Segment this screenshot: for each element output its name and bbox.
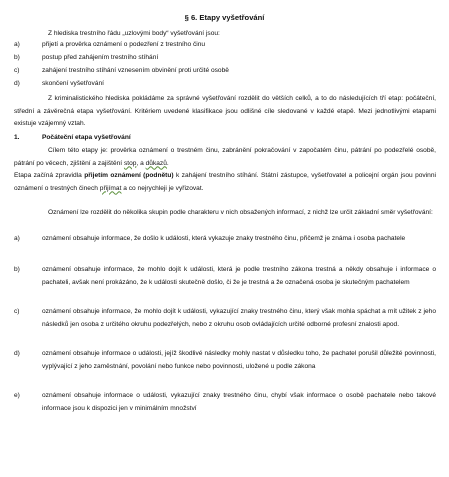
list-item-label: e) [14,392,20,399]
list-item-text: oznámení obsahuje informace o události, jejíž škodlivé následky mohly nastat v důsledku toho, že pachatel porušil důležité povinnosti, vyplývající z jeho zaměstnání, povolání nebo funkce nebo povinnosti, uložené u podle zákona [42,350,436,370]
list-item-text: skončení vyšetřování [42,80,104,87]
goal-paragraph [14,145,436,170]
list-item-text: oznámení obsahuje informace, že mohlo dojít k události, vykazující znaky trestného činu, který však mohla spáchat a mít užitek z jeho následků jen osoba z určitého okruhu podezřelých, nebo z okruhu osob ovládajících určité odborné profesní znalosti apod. [42,308,436,328]
list-item-text: oznámení obsahuje informace, že došlo k události, která vykazuje znaky trestného činu, přičemž je známa i osoba pachatele [42,235,406,242]
section-title: Počáteční etapa vyšetřování [42,134,131,141]
list-item-label: c) [14,308,20,315]
goal-text-marked-evidence: důkazů [145,159,167,167]
list-item-label: a) [14,235,20,242]
intro-paragraph: Z hlediska trestního řádu „uzlovými body“ vyšetřování jsou: [48,30,220,37]
list-item-label: c) [14,67,20,74]
list-item-text: oznámení obsahuje informace o události, vykazující znaky trestného činu, chybí však informace o osobě pachatele nebo takové informace jsou k dispozici jen v minimálním množství [42,392,436,412]
stage-text-end: a co nejrychleji je vyřizovat. [123,184,204,192]
goal-text-end: . [166,159,169,167]
section-number: 1. [14,134,20,141]
list-item-label: a) [14,41,20,48]
stage-paragraph [14,170,436,195]
stage-text-cont: k zahájení trestního stíhání. Státní zástupce, vyšetřovatel a policejní orgán jsou povinni oznámení o trestných činech [14,172,436,192]
list-item-text: přijetí a prověrka oznámení o podezření z trestního činu [42,41,206,48]
list-item-text: oznámení obsahuje informace, že mohlo dojít k události, která je podle trestního zákona trestná a někdy obsahuje i informace o pachateli, avšak není prokázáno, že k události skutečně došlo, či že je trestná a že označená osoba je skutečným pachatelem [42,266,436,286]
list-item-label: d) [14,350,20,357]
list-item-text: postup před zahájením trestního stíhání [42,54,159,61]
list-item-label: b) [14,266,20,273]
page-title: § 6. Etapy vyšetřování [184,13,265,22]
stage-text-bold: přijetím oznámení (podnětu) [84,172,174,179]
goal-text-marked-traces: stop [123,159,137,167]
list-item-label: b) [14,54,20,61]
stage-text-marked: přijímat [99,184,122,192]
goal-text: Cílem této etapy je: prověrka oznámení o trestném činu, zabránění pokračování v započatém činu, pátrání po podezřelé osobě, pátrání po věcech, zjištění a zajištění [14,147,436,167]
goal-text-and: , a [136,159,144,167]
split-paragraph: Oznámení lze rozdělit do několika skupin podle charakteru v nich obsažených informací, z nichž lze určit základní směr vyšetřování: [48,209,433,216]
criminalistic-paragraph: Z kriminalistického hlediska pokládáme za správné vyšetřování rozdělit do větších celků, a to do následujících tří etap: počáteční, střední a závěrečná etapa vyšetřování. Kritériem uvedené klasifikace jsou odlišné cíle sledované v každé etapě. Mezi jednotlivými etapami existuje vzájemný vztah. [14,95,436,127]
list-item-label: d) [14,80,20,87]
list-item-text: zahájení trestního stíhání vznesením obvinění proti určité osobě [42,67,229,74]
stage-text: Etapa začíná zpravidla [14,172,82,179]
